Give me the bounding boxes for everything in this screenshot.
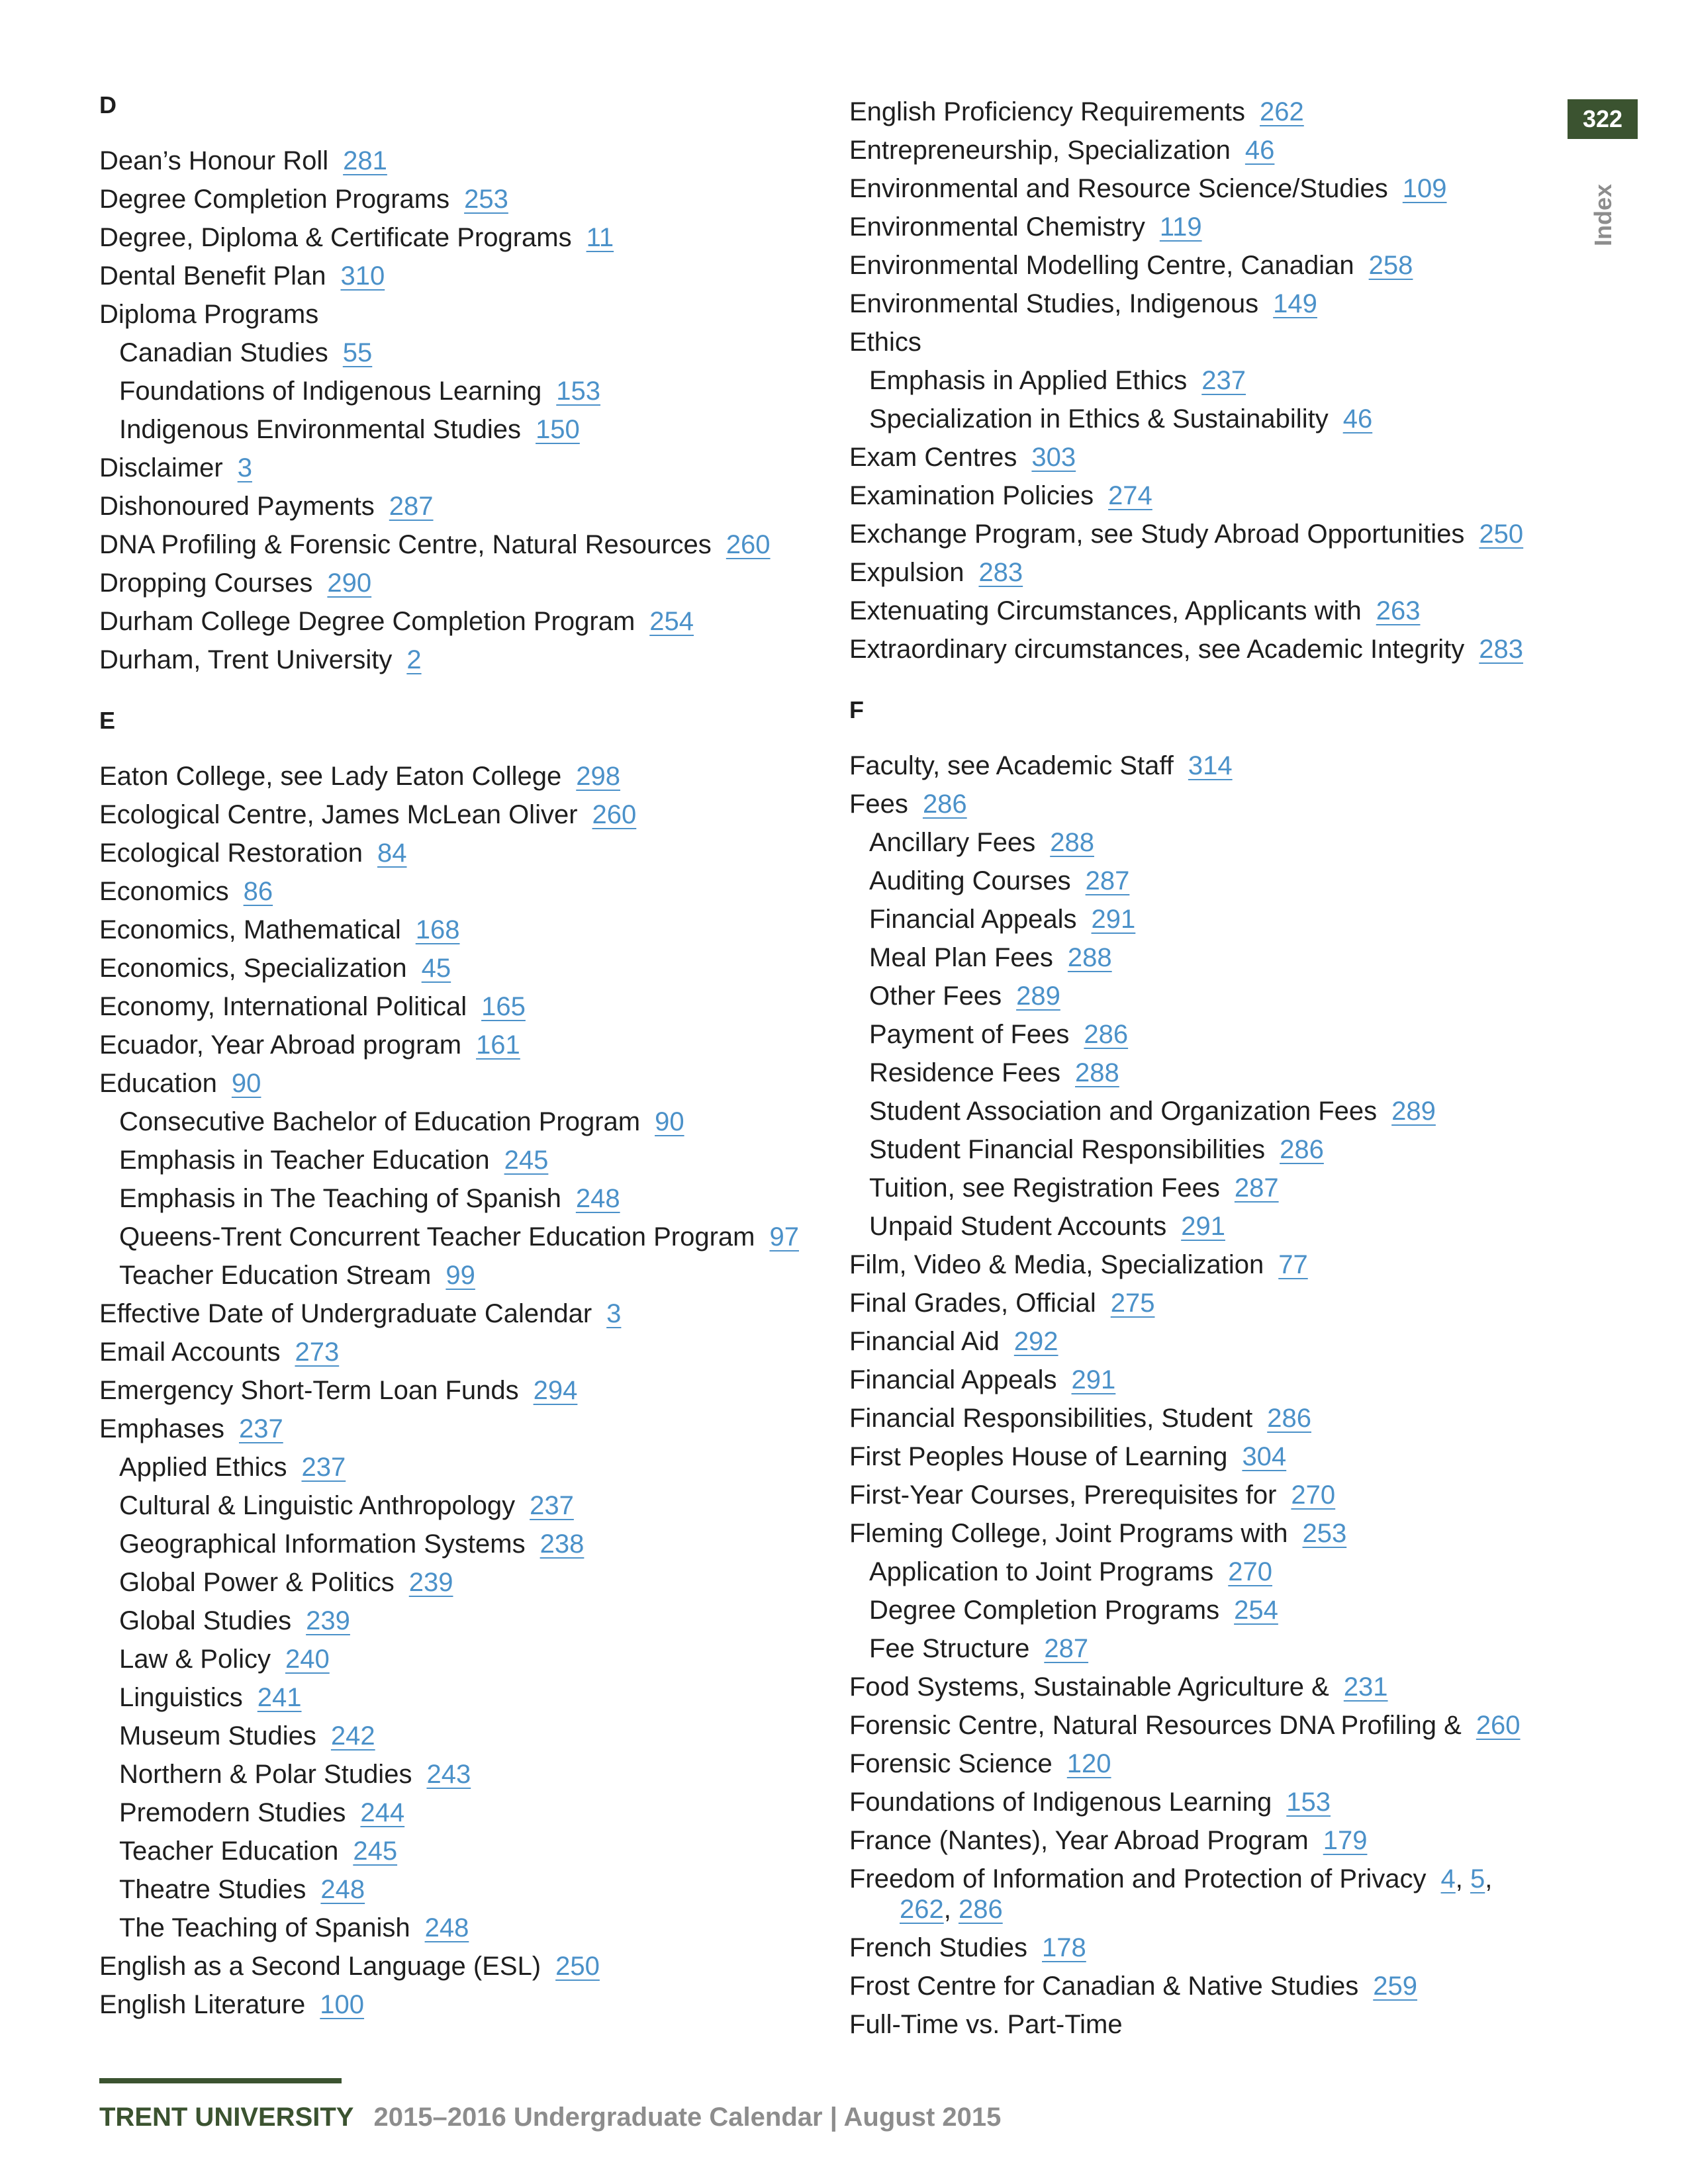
- index-term: Foundations of Indigenous Learning: [119, 377, 542, 406]
- index-term: Payment of Fees: [869, 1020, 1070, 1049]
- index-subentry: [849, 823, 1531, 862]
- index-term: Faculty, see Academic Staff: [849, 751, 1174, 780]
- index-column-left: [99, 93, 814, 2024]
- index-term: Dropping Courses: [99, 569, 313, 598]
- page-link[interactable]: 248: [575, 1184, 620, 1213]
- index-subentry: [849, 938, 1531, 977]
- page-link[interactable]: 237: [1201, 366, 1246, 395]
- page-link[interactable]: 237: [238, 1414, 283, 1443]
- index-term: Law & Policy: [119, 1645, 271, 1674]
- page-link[interactable]: 286: [958, 1895, 1003, 1924]
- page-link[interactable]: 178: [1042, 1933, 1086, 1962]
- index-term: Environmental and Resource Science/Studies: [849, 174, 1388, 203]
- index-term: Premodern Studies: [119, 1798, 346, 1827]
- index-term: Forensic Centre, Natural Resources DNA Profiling &: [849, 1711, 1462, 1740]
- index-entry: [99, 180, 814, 218]
- index-term: Freedom of Information and Protection of Privacy: [849, 1864, 1427, 1893]
- index-entry: [849, 285, 1531, 323]
- index-term: English Literature: [99, 1990, 306, 2019]
- page-link[interactable]: 258: [1368, 251, 1413, 280]
- index-term: Frost Centre for Canadian & Native Studies: [849, 1972, 1359, 2001]
- page-link[interactable]: 292: [1013, 1327, 1058, 1356]
- page-link[interactable]: 11: [586, 223, 614, 252]
- index-term: Foundations of Indigenous Learning: [849, 1788, 1272, 1817]
- index-subentry: [99, 1755, 814, 1794]
- index-subentry: [849, 900, 1531, 938]
- index-subentry: [99, 410, 814, 449]
- index-subentry: [849, 400, 1531, 438]
- index-entry: [99, 1371, 814, 1410]
- page-link[interactable]: 161: [476, 1030, 520, 1060]
- index-term: Degree, Diploma & Certificate Programs: [99, 223, 572, 252]
- index-subentry: [849, 1054, 1531, 1092]
- index-term: Student Financial Responsibilities: [869, 1135, 1266, 1164]
- index-term: Exam Centres: [849, 443, 1017, 472]
- index-term: Museum Studies: [119, 1721, 316, 1751]
- index-subentry: [849, 1169, 1531, 1207]
- page-link[interactable]: 287: [389, 492, 434, 521]
- section-tab-label: Index: [1589, 183, 1617, 247]
- index-entry: [99, 295, 814, 334]
- index-term: Global Power & Politics: [119, 1568, 395, 1597]
- index-term: Canadian Studies: [119, 338, 328, 367]
- index-subentry: [99, 372, 814, 410]
- index-subentry: [99, 1678, 814, 1717]
- page-link[interactable]: 165: [481, 992, 526, 1021]
- index-term: Economics: [99, 877, 229, 906]
- index-term: Consecutive Bachelor of Education Program: [119, 1107, 641, 1136]
- page-link[interactable]: 179: [1323, 1826, 1368, 1855]
- page-link[interactable]: 250: [1479, 520, 1524, 549]
- index-term: Financial Responsibilities, Student: [849, 1404, 1253, 1433]
- index-term: Residence Fees: [869, 1058, 1061, 1087]
- index-term: Extenuating Circumstances, Applicants with: [849, 596, 1362, 625]
- index-term: Queens-Trent Concurrent Teacher Education Program: [119, 1222, 755, 1251]
- index-term: Application to Joint Programs: [869, 1557, 1214, 1586]
- index-entry: [99, 1947, 814, 1985]
- index-subentry: [849, 1629, 1531, 1668]
- page-link[interactable]: 3: [237, 453, 252, 482]
- page-link[interactable]: 283: [978, 558, 1023, 587]
- index-entry: [99, 1064, 814, 1103]
- index-entry: [849, 785, 1531, 823]
- index-term: Email Accounts: [99, 1338, 281, 1367]
- page-link[interactable]: 310: [340, 261, 385, 291]
- page-link[interactable]: 150: [536, 415, 580, 444]
- index-term: Environmental Studies, Indigenous: [849, 289, 1259, 318]
- page-link[interactable]: 231: [1343, 1672, 1388, 1702]
- index-term: Tuition, see Registration Fees: [869, 1173, 1220, 1203]
- page-link[interactable]: 288: [1067, 943, 1112, 972]
- page-link[interactable]: 97: [769, 1222, 799, 1251]
- index-entry-continuation: 262, 286: [900, 1895, 1003, 1924]
- index-subentry: [849, 1207, 1531, 1246]
- index-term: Financial Appeals: [849, 1365, 1057, 1394]
- index-term: The Teaching of Spanish: [119, 1913, 410, 1942]
- index-term: French Studies: [849, 1933, 1028, 1962]
- index-entry: [99, 142, 814, 180]
- index-term: English as a Second Language (ESL): [99, 1952, 541, 1981]
- index-term: Geographical Information Systems: [119, 1529, 526, 1559]
- footer-university: TRENT UNIVERSITY: [99, 2103, 354, 2132]
- index-term: Durham, Trent University: [99, 645, 393, 674]
- index-entry: [849, 553, 1531, 592]
- page-link[interactable]: 254: [649, 607, 694, 636]
- page-link[interactable]: 2: [406, 645, 422, 674]
- index-entry: [849, 1967, 1531, 2005]
- index-term: Dishonoured Payments: [99, 492, 375, 521]
- index-term: Forensic Science: [849, 1749, 1053, 1778]
- index-term: Effective Date of Undergraduate Calendar: [99, 1299, 592, 1328]
- page-link[interactable]: 286: [922, 790, 967, 819]
- page-link[interactable]: 46: [1342, 404, 1373, 433]
- index-term: First-Year Courses, Prerequisites for: [849, 1480, 1277, 1510]
- index-term: DNA Profiling & Forensic Centre, Natural Resources: [99, 530, 712, 559]
- page-link[interactable]: 291: [1181, 1212, 1225, 1241]
- index-term: Dean’s Honour Roll: [99, 146, 329, 175]
- page-link[interactable]: 274: [1108, 481, 1152, 510]
- page-link[interactable]: 243: [426, 1760, 471, 1789]
- index-entry: [99, 1295, 814, 1333]
- index-subentry: [99, 1909, 814, 1947]
- page-link[interactable]: 5: [1470, 1864, 1485, 1893]
- index-term: Fee Structure: [869, 1634, 1030, 1663]
- page-link[interactable]: 245: [353, 1837, 398, 1866]
- letter-heading: F: [849, 696, 864, 723]
- page-link[interactable]: 283: [1479, 635, 1524, 664]
- page-link[interactable]: 45: [421, 954, 451, 983]
- page-link[interactable]: 289: [1391, 1097, 1436, 1126]
- index-term: Emphasis in The Teaching of Spanish: [119, 1184, 561, 1213]
- index-term: Diploma Programs: [99, 300, 319, 329]
- page-link[interactable]: 239: [408, 1568, 453, 1597]
- index-term: Teacher Education Stream: [119, 1261, 432, 1290]
- page-link[interactable]: 298: [576, 762, 621, 791]
- index-entry: [849, 169, 1531, 208]
- page-link[interactable]: 153: [1286, 1788, 1331, 1817]
- page-link[interactable]: 260: [592, 800, 637, 829]
- index-entry: [99, 525, 814, 564]
- index-term: Applied Ethics: [119, 1453, 287, 1482]
- index-subentry: [99, 1141, 814, 1179]
- page-link[interactable]: 237: [301, 1453, 346, 1482]
- page-link[interactable]: 245: [504, 1146, 549, 1175]
- page-link[interactable]: 237: [530, 1491, 574, 1520]
- page-link[interactable]: 242: [330, 1721, 375, 1751]
- page-link[interactable]: 287: [1234, 1173, 1279, 1203]
- index-entry: [849, 2005, 1531, 2044]
- index-subentry: [99, 1602, 814, 1640]
- page-link[interactable]: 168: [415, 915, 460, 944]
- index-subentry: [99, 1832, 814, 1870]
- page-link[interactable]: 281: [343, 146, 387, 175]
- index-subentry: [849, 1591, 1531, 1629]
- index-term: Emphasis in Teacher Education: [119, 1146, 490, 1175]
- index-entry: [99, 1333, 814, 1371]
- index-entry: [99, 602, 814, 641]
- index-term: Auditing Courses: [869, 866, 1071, 895]
- index-entry: [99, 1410, 814, 1448]
- index-term: Other Fees: [869, 981, 1002, 1011]
- index-subentry: [99, 1563, 814, 1602]
- index-term: Financial Aid: [849, 1327, 1000, 1356]
- index-subentry: [849, 1092, 1531, 1130]
- index-subentry: [99, 1870, 814, 1909]
- index-entry: [849, 1821, 1531, 1860]
- index-term: Global Studies: [119, 1606, 292, 1635]
- index-entry: [849, 1929, 1531, 1967]
- page-link[interactable]: 149: [1273, 289, 1317, 318]
- index-entry: [99, 487, 814, 525]
- letter-heading: D: [99, 91, 117, 118]
- page-number-badge: 322: [1568, 99, 1638, 139]
- footer-rule: [99, 2078, 342, 2083]
- index-term: Theatre Studies: [119, 1875, 306, 1904]
- page-link[interactable]: 244: [360, 1798, 405, 1827]
- page-link[interactable]: 270: [1228, 1557, 1273, 1586]
- index-entry: [849, 1437, 1531, 1476]
- index-subentry: [99, 1486, 814, 1525]
- index-term: First Peoples House of Learning: [849, 1442, 1228, 1471]
- index-entry: [849, 1284, 1531, 1322]
- index-term: Unpaid Student Accounts: [869, 1212, 1167, 1241]
- index-term: Dental Benefit Plan: [99, 261, 326, 291]
- index-subentry: [99, 1256, 814, 1295]
- index-term: Examination Policies: [849, 481, 1094, 510]
- page-link[interactable]: 291: [1071, 1365, 1116, 1394]
- index-subentry: [849, 1015, 1531, 1054]
- index-entry: [99, 1026, 814, 1064]
- index-entry: [849, 1783, 1531, 1821]
- page-link[interactable]: 314: [1188, 751, 1233, 780]
- index-entry: [849, 323, 1531, 361]
- page-link[interactable]: 303: [1031, 443, 1076, 472]
- index-term: Full-Time vs. Part-Time: [849, 2010, 1123, 2039]
- page-link[interactable]: 77: [1278, 1250, 1308, 1279]
- page-link[interactable]: 260: [1476, 1711, 1521, 1740]
- index-entry: [849, 1322, 1531, 1361]
- index-entry: [99, 757, 814, 796]
- index-term: Environmental Chemistry: [849, 212, 1145, 242]
- index-term: Cultural & Linguistic Anthropology: [119, 1491, 516, 1520]
- index-entry: [99, 218, 814, 257]
- page-link[interactable]: 239: [306, 1606, 350, 1635]
- index-term: Ecological Restoration: [99, 839, 363, 868]
- index-subentry: [99, 1179, 814, 1218]
- page-link[interactable]: 55: [342, 338, 373, 367]
- page-link[interactable]: 86: [243, 877, 273, 906]
- index-entry: Freedom of Information and Protection of Privacy 4, 5, 262, 286: [849, 1860, 1531, 1925]
- page-link[interactable]: 275: [1110, 1289, 1155, 1318]
- index-entry: [849, 1668, 1531, 1706]
- index-entry: [99, 987, 814, 1026]
- index-term: Ecological Centre, James McLean Oliver: [99, 800, 578, 829]
- index-entry: [849, 208, 1531, 246]
- page-link[interactable]: 294: [533, 1376, 578, 1405]
- index-term: Food Systems, Sustainable Agriculture &: [849, 1672, 1329, 1702]
- index-entry: [849, 477, 1531, 515]
- index-term: Linguistics: [119, 1683, 243, 1712]
- index-term: Eaton College, see Lady Eaton College: [99, 762, 562, 791]
- index-term: Economy, International Political: [99, 992, 467, 1021]
- index-entry: [849, 747, 1531, 785]
- index-term: Financial Appeals: [869, 905, 1077, 934]
- index-subentry: [849, 977, 1531, 1015]
- index-subentry: [99, 1525, 814, 1563]
- index-entry: [99, 949, 814, 987]
- index-term: Economics, Mathematical: [99, 915, 401, 944]
- page-link[interactable]: 286: [1084, 1020, 1129, 1049]
- page-link[interactable]: 84: [377, 839, 407, 868]
- index-entry: [849, 1514, 1531, 1553]
- index-subentry: [99, 1218, 814, 1256]
- page-link[interactable]: 109: [1402, 174, 1447, 203]
- page-link[interactable]: 286: [1280, 1135, 1324, 1164]
- index-entry: [849, 1476, 1531, 1514]
- index-term: Degree Completion Programs: [99, 185, 450, 214]
- index-entry: [849, 246, 1531, 285]
- index-entry: [849, 93, 1531, 131]
- index-entry: [849, 1706, 1531, 1745]
- index-term: France (Nantes), Year Abroad Program: [849, 1826, 1309, 1855]
- index-entry: [99, 911, 814, 949]
- page-link[interactable]: 288: [1050, 828, 1094, 857]
- page-link[interactable]: 287: [1044, 1634, 1089, 1663]
- page-link[interactable]: 90: [655, 1107, 684, 1136]
- index-term: Entrepreneurship, Specialization: [849, 136, 1231, 165]
- page-link[interactable]: 240: [285, 1645, 330, 1674]
- index-term: Indigenous Environmental Studies: [119, 415, 522, 444]
- page-link[interactable]: 4: [1440, 1864, 1456, 1893]
- index-term: Ethics: [849, 328, 921, 357]
- index-subentry: [849, 361, 1531, 400]
- page-link[interactable]: 119: [1159, 212, 1202, 242]
- index-term: Ancillary Fees: [869, 828, 1036, 857]
- index-term: English Proficiency Requirements: [849, 97, 1246, 126]
- index-entry: [849, 1399, 1531, 1437]
- index-entry: [99, 1985, 814, 2024]
- index-entry: [99, 872, 814, 911]
- page-link[interactable]: 291: [1091, 905, 1136, 934]
- page-link[interactable]: 263: [1376, 596, 1421, 625]
- index-entry: [99, 641, 814, 679]
- footer: [99, 2101, 1001, 2134]
- index-term: Fees: [849, 790, 908, 819]
- index-term: Meal Plan Fees: [869, 943, 1053, 972]
- page-link[interactable]: 3: [606, 1299, 622, 1328]
- index-entry: [99, 564, 814, 602]
- page-link[interactable]: 99: [445, 1261, 475, 1290]
- index-term: Emergency Short-Term Loan Funds: [99, 1376, 519, 1405]
- page-link[interactable]: 262: [900, 1895, 944, 1924]
- index-term: Final Grades, Official: [849, 1289, 1096, 1318]
- page-link[interactable]: 46: [1244, 136, 1275, 165]
- page-link[interactable]: 254: [1234, 1596, 1278, 1625]
- index-term: Durham College Degree Completion Program: [99, 607, 635, 636]
- index-entry: [849, 1246, 1531, 1284]
- index-entry: [99, 796, 814, 834]
- index-subentry: [99, 1794, 814, 1832]
- page-link[interactable]: 248: [320, 1875, 365, 1904]
- index-entry: [849, 1745, 1531, 1783]
- index-term: Environmental Modelling Centre, Canadian: [849, 251, 1354, 280]
- page-link[interactable]: 241: [257, 1683, 302, 1712]
- letter-heading: E: [99, 707, 116, 734]
- page-link[interactable]: 273: [295, 1338, 340, 1367]
- page-link[interactable]: 290: [327, 569, 372, 598]
- page-link[interactable]: 90: [231, 1069, 261, 1098]
- index-term: Expulsion: [849, 558, 964, 587]
- index-term: Degree Completion Programs: [869, 1596, 1220, 1625]
- page-link[interactable]: 259: [1373, 1972, 1418, 2001]
- index-subentry: [99, 1448, 814, 1486]
- index-subentry: [99, 334, 814, 372]
- index-term: Film, Video & Media, Specialization: [849, 1250, 1264, 1279]
- page-link[interactable]: 248: [424, 1913, 469, 1942]
- index-term: Specialization in Ethics & Sustainability: [869, 404, 1329, 433]
- page-link[interactable]: 262: [1260, 97, 1304, 126]
- footer-calendar-info: 2015–2016 Undergraduate Calendar | August 2015: [373, 2103, 1002, 2132]
- page-link[interactable]: 253: [464, 185, 508, 214]
- index-entry: [849, 438, 1531, 477]
- page-link[interactable]: 287: [1085, 866, 1130, 895]
- index-entry: [849, 515, 1531, 553]
- index-subentry: [849, 1553, 1531, 1591]
- index-term: Education: [99, 1069, 217, 1098]
- page-link[interactable]: 286: [1267, 1404, 1311, 1433]
- index-entry: [849, 630, 1531, 668]
- index-term: Fleming College, Joint Programs with: [849, 1519, 1288, 1548]
- index-term: Disclaimer: [99, 453, 223, 482]
- index-term: Northern & Polar Studies: [119, 1760, 412, 1789]
- index-term: Exchange Program, see Study Abroad Opportunities: [849, 520, 1465, 549]
- index-subentry: [99, 1717, 814, 1755]
- page-link[interactable]: 250: [555, 1952, 600, 1981]
- index-entry: [849, 131, 1531, 169]
- page-link[interactable]: 100: [320, 1990, 365, 2019]
- index-subentry: [99, 1103, 814, 1141]
- page-link[interactable]: 238: [539, 1529, 585, 1559]
- index-entry: [99, 449, 814, 487]
- index-subentry: [99, 1640, 814, 1678]
- index-entry: [99, 834, 814, 872]
- index-subentry: [849, 1130, 1531, 1169]
- page-link[interactable]: 260: [726, 530, 771, 559]
- index-term: Extraordinary circumstances, see Academic Integrity: [849, 635, 1465, 664]
- index-subentry: [849, 862, 1531, 900]
- index-column-right: [849, 93, 1531, 2044]
- index-term: Ecuador, Year Abroad program: [99, 1030, 462, 1060]
- index-term: Economics, Specialization: [99, 954, 407, 983]
- index-term: Emphases: [99, 1414, 224, 1443]
- page-link[interactable]: 289: [1016, 981, 1060, 1011]
- index-entry: [849, 1361, 1531, 1399]
- index-term: Emphasis in Applied Ethics: [869, 366, 1188, 395]
- index-entry: [849, 592, 1531, 630]
- page-link[interactable]: 304: [1242, 1442, 1287, 1471]
- index-entry: [99, 257, 814, 295]
- page-link[interactable]: 120: [1066, 1749, 1111, 1778]
- page-link[interactable]: 270: [1291, 1480, 1336, 1510]
- page-link[interactable]: 288: [1075, 1058, 1119, 1087]
- page-link[interactable]: 153: [556, 377, 601, 406]
- index-term: Teacher Education: [119, 1837, 339, 1866]
- index-term: Student Association and Organization Fees: [869, 1097, 1378, 1126]
- page-link[interactable]: 253: [1302, 1519, 1347, 1548]
